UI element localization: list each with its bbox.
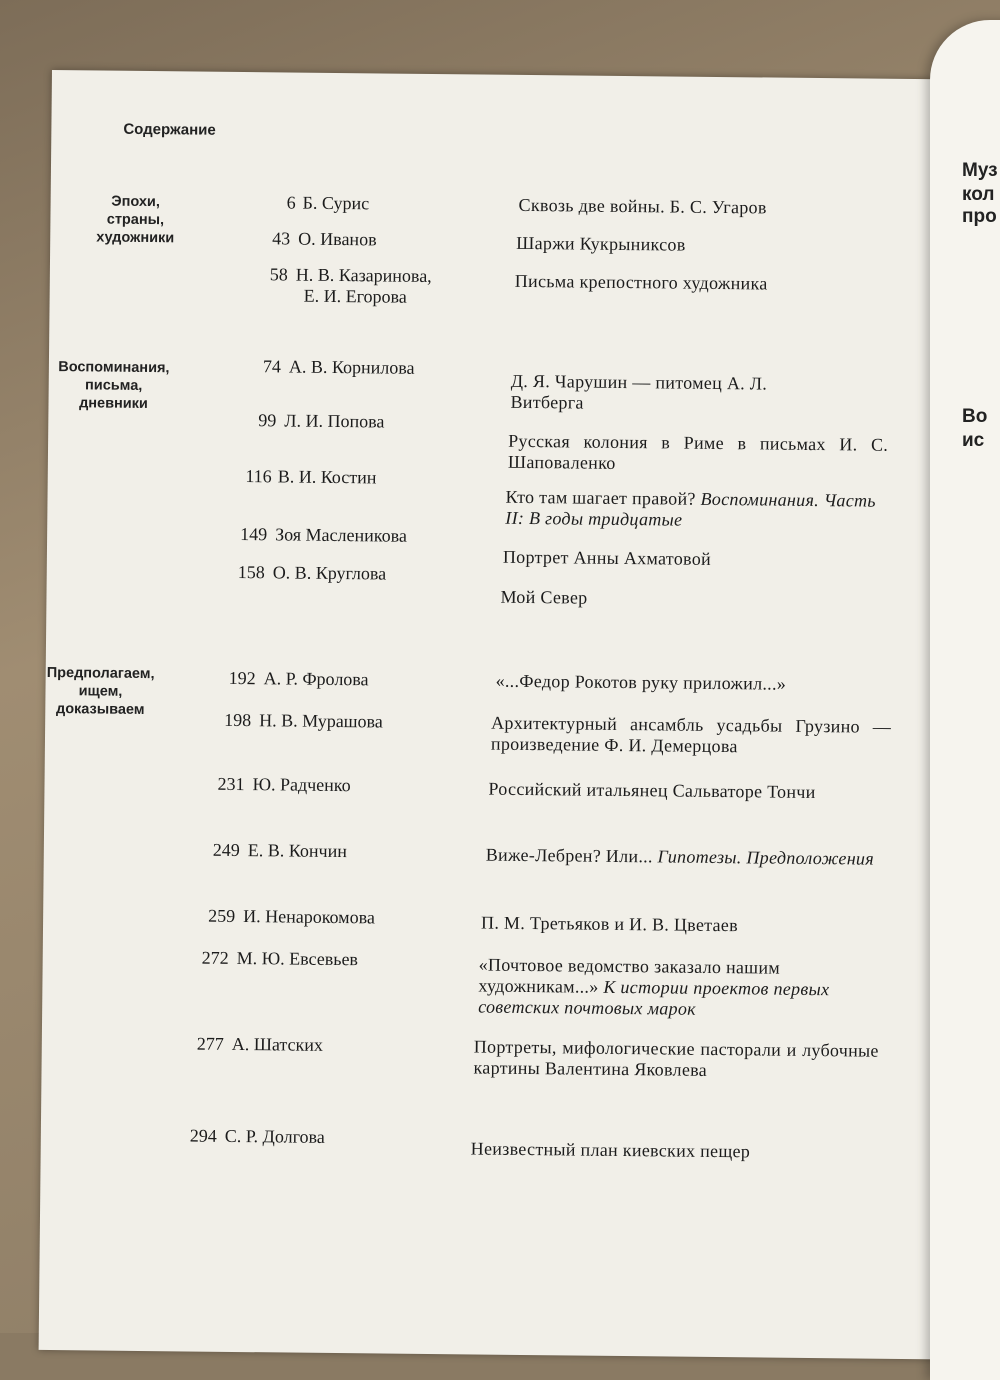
entry-title: [478, 955, 884, 1022]
entry-title: Неизвестный план киевских пещер: [470, 1138, 751, 1162]
contents-page: [39, 70, 952, 1359]
entry-title: [505, 487, 890, 533]
section-line: художники: [96, 229, 175, 247]
title-text: «Почтовое ведомство заказало нашим художникам...»: [478, 954, 781, 997]
entry-title: Российский итальянец Сальваторе Тончи: [488, 778, 816, 803]
entry-author: Ю. Радченко: [252, 774, 351, 796]
entry-title: Шаржи Кукрыниксов: [516, 232, 686, 255]
adjacent-page-text: Во: [962, 406, 988, 427]
section-heading: [15, 664, 186, 720]
page-title: Содержание: [123, 120, 216, 139]
section-line: дневники: [79, 395, 148, 413]
section-line: Предполагаем,: [46, 664, 155, 683]
entry-author: С. Р. Долгова: [224, 1125, 325, 1147]
entry-page-number: 192: [228, 667, 256, 689]
title-italic-text: Гипотезы. Предположения: [657, 846, 875, 869]
entry-title: П. М. Третьяков и И. В. Цветаев: [480, 912, 739, 936]
entry-title: [486, 845, 886, 870]
entry-page-number: 272: [201, 947, 229, 968]
entry-page-number: 99: [258, 410, 277, 431]
author-line: Е. И. Егорова: [303, 285, 407, 307]
entry-author: Н. В. Мурашова: [259, 710, 383, 732]
entry-title: «...Федор Рокотов руку приложил...»: [495, 670, 787, 694]
entry-author: И. Ненарокомова: [243, 906, 375, 928]
entry-page-number: 149: [240, 523, 268, 545]
title-italic-text: Воспоминания. Часть II: В годы тридцатые: [505, 488, 876, 530]
adjacent-page-text: ис: [962, 430, 985, 451]
entry-author: А. В. Корнилова: [288, 356, 415, 378]
entry-author: Б. Сурис: [302, 192, 370, 214]
entry-page-number: 249: [212, 839, 240, 861]
section-line: письма,: [84, 377, 143, 394]
entry-page-number: 74: [262, 356, 282, 377]
entry-author: О. В. Круглова: [272, 562, 387, 584]
entry-author: Е. В. Кончин: [247, 840, 348, 862]
entry-title: Мой Север: [500, 586, 588, 608]
entry-page-number: 58: [269, 264, 288, 285]
section-line: ищем,: [78, 683, 123, 700]
section-line: страны,: [106, 211, 165, 229]
entry-title: Письма крепостного художника: [514, 270, 768, 294]
entry-title: Д. Я. Чарушин — питомец А. Л. Витберга: [510, 370, 768, 413]
section-line: доказываем: [55, 701, 145, 719]
entry-page-number: 198: [224, 709, 252, 731]
entry-author: А. Шатских: [231, 1033, 324, 1055]
entry-author: О. Иванов: [298, 228, 377, 250]
section-heading: [50, 192, 221, 248]
title-text: Виже-Лебрен? Или...: [485, 844, 653, 867]
entry-author: А. Р. Фролова: [263, 668, 369, 690]
entry-title: Архитектурный ансамбль усадьбы Грузино — произведение Ф. И. Демерцова: [490, 712, 892, 757]
section-heading: [28, 358, 199, 414]
title-text: Кто там шагает правой?: [505, 486, 696, 509]
entry-page-number: 116: [245, 466, 272, 487]
entry-page-number: 294: [189, 1125, 217, 1146]
entry-page-number: 6: [286, 192, 296, 213]
entry-author: [296, 265, 432, 308]
entry-author: Зоя Масленикова: [275, 524, 408, 546]
entry-page-number: 43: [272, 228, 291, 249]
entry-title: Русская колония в Риме в письмах И. С. Шаповаленко: [507, 430, 889, 473]
entry-author: Л. И. Попова: [284, 410, 385, 432]
entry-title: Сквозь две войны. Б. С. Угаров: [518, 194, 767, 218]
entry-page-number: 231: [217, 773, 245, 795]
adjacent-page-text: кол: [962, 184, 995, 205]
entry-page-number: 259: [208, 905, 236, 926]
entry-title: Портрет Анны Ахматовой: [502, 546, 712, 569]
entry-page-number: 277: [196, 1033, 224, 1054]
section-line: Эпохи,: [111, 193, 160, 211]
adjacent-page-edge: [930, 20, 1000, 1380]
author-line: Н. В. Казаринова,: [295, 264, 432, 286]
adjacent-page-text: Муз: [962, 160, 998, 181]
section-line: Воспоминания,: [58, 359, 170, 377]
entry-title: Портреты, мифологические пасторали и лубочные картины Валентина Яковлева: [473, 1036, 879, 1080]
entry-page-number: 158: [237, 561, 265, 583]
adjacent-page-text: про: [962, 206, 997, 227]
entry-author: М. Ю. Евсевьев: [236, 947, 359, 970]
entry-author: В. И. Костин: [277, 466, 377, 488]
title-italic-text: К истории проектов первых советских почтовых марок: [478, 976, 830, 1019]
